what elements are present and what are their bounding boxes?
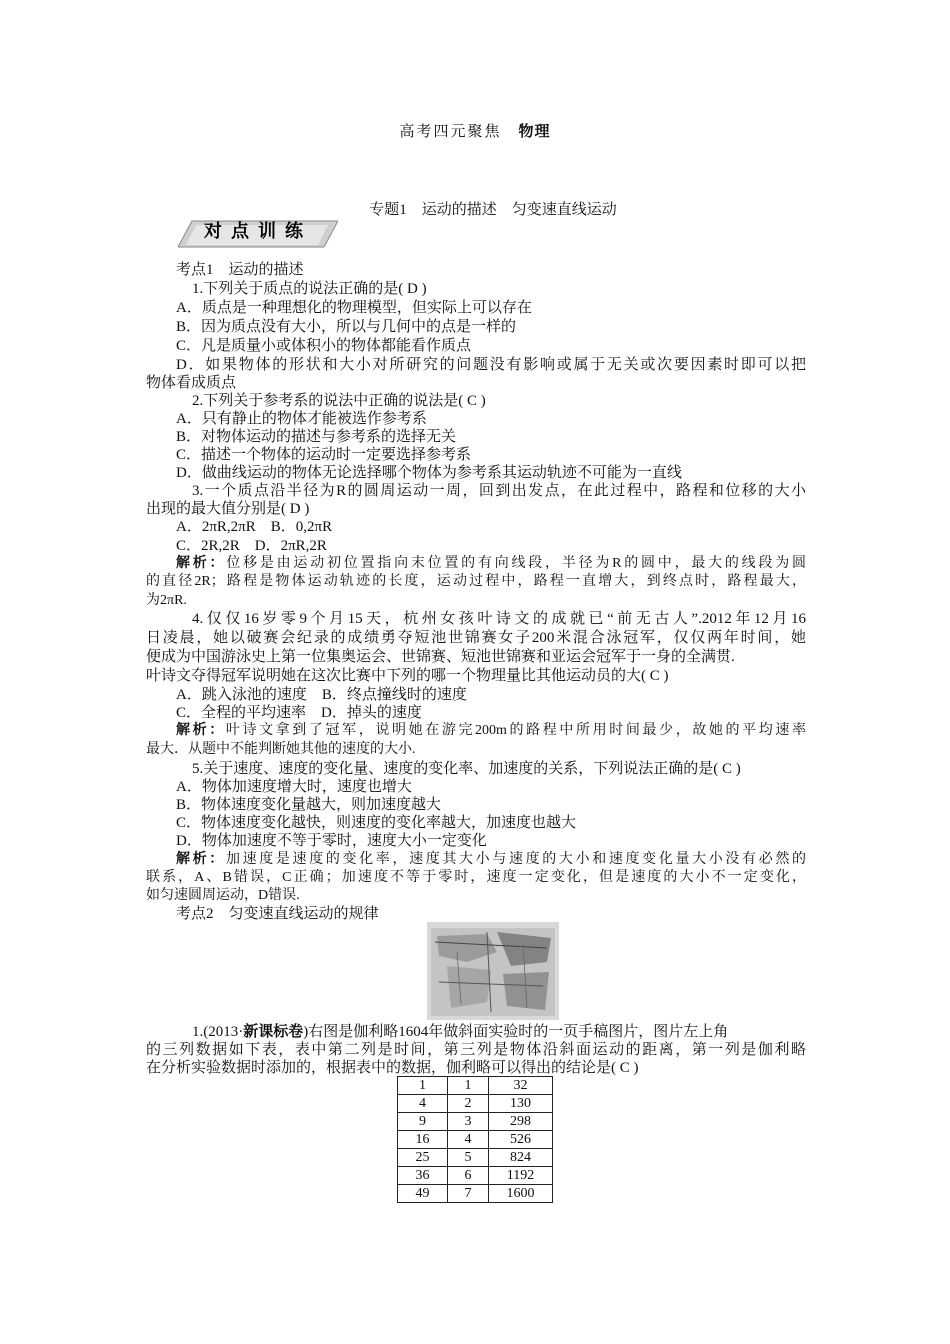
q5-analysis-cont: 联系，A、B错误，C正确；加速度不等于零时，速度一定变化，但是速度的大小不一定变化， [146,870,806,885]
table-row: 9 3 298 [398,1113,553,1131]
q4-options-cd: C．全程的平均速率 D．掉头的速度 [176,705,422,721]
table-row: 36 6 1192 [398,1167,553,1185]
q5-analysis-end: 如匀速圆周运动，D错误. [146,888,300,903]
section-heading-1: 考点1 运动的描述 [176,262,304,278]
q1-option-d-cont: 物体看成质点 [146,375,237,391]
q3-analysis-label: 解析： [176,556,227,571]
q5-option-a: A．物体加速度增大时，速度也增大 [176,779,412,795]
q6-stem-cont-1: 的三列数据如下表，表中第二列是时间，第三列是物体沿斜面运动的距离，第一列是伽利略 [146,1042,806,1058]
q4-stem-cont-2: 便成为中国游泳史上第一位集奥运会、世锦赛、短池世锦赛和亚运会冠军于一身的全满贯. [146,649,735,665]
galileo-manuscript-image [427,922,559,1020]
q3-options-ab: A．2πR,2πR B．0,2πR [176,519,333,535]
q4-analysis-label: 解析： [176,723,226,738]
q5-option-d: D．物体加速度不等于零时，速度大小一定变化 [176,833,487,849]
section-banner [178,219,338,249]
running-header [0,123,950,141]
q6-stem: 1.(2013·新课标卷)右图是伽利略1604年做斜面实验时的一页手稿图片，图片左上角 [192,1024,729,1040]
q1-stem: 1.下列关于质点的说法正确的是( D ) [192,281,427,297]
q2-option-a: A．只有静止的物体才能被选作参考系 [176,411,427,427]
q1-option-d: D．如果物体的形状和大小对所研究的问题没有影响或属于无关或次要因素时即可以把 [176,357,806,373]
manuscript-scan-graphic [427,922,559,1020]
q4-analysis: 解析：叶诗文拿到了冠军，说明她在游完200m的路程中所用时间最少，故她的平均速率 [176,723,806,738]
table-row: 25 5 824 [398,1149,553,1167]
q5-analysis: 解析：加速度是速度的变化率，速度其大小与速度的大小和速度变化量大小没有必然的 [176,852,807,867]
q5-stem: 5.关于速度、速度的变化量、速度的变化率、加速度的关系，下列说法正确的是( C ) [192,761,741,777]
table-row: 4 2 130 [398,1095,553,1113]
q1-option-c: C．凡是质量小或体积小的物体都能看作质点 [176,338,472,354]
q5-option-c: C．物体速度变化越快，则速度的变化率越大，加速度也越大 [176,815,577,831]
q3-analysis: 解析：位移是由运动初位置指向末位置的有向线段，半径为R的圆中，最大的线段为圆 [176,556,806,571]
q4-stem-cont-3: 叶诗文夺得冠军说明她在这次比赛中下列的哪一个物理量比其他运动员的大( C ) [146,668,669,684]
q4-options-ab: A．跳入泳池的速度 B．终点撞线时的速度 [176,687,467,703]
q4-analysis-cont: 最大．从题中不能判断她其他的速度的大小. [146,742,416,757]
q6-stem-cont-2: 在分析实验数据时添加的，根据表中的数据，伽利略可以得出的结论是( C ) [146,1060,639,1076]
header-book-title: 高考四元聚焦 [399,124,502,140]
q4-stem: 4.仅仅16岁零9个月15天，杭州女孩叶诗文的成就已“前无古人”.2012年12月16 [192,611,806,627]
galileo-data-table [397,1076,553,1203]
q3-stem-cont: 出现的最大值分别是( D ) [146,501,310,517]
q5-option-b: B．物体速度变化量越大，则加速度越大 [176,797,442,813]
q3-analysis-cont: 的直径2R；路程是物体运动轨迹的长度，运动过程中，路程一直增大，到终点时，路程最大， [146,574,806,589]
q2-stem: 2.下列关于参考系的说法中正确的说法是( C ) [192,393,486,409]
table-row: 16 4 526 [398,1131,553,1149]
q2-option-d: D．做曲线运动的物体无论选择哪个物体为参考系其运动轨迹不可能为一直线 [176,465,682,481]
q1-option-a: A．质点是一种理想化的物理模型，但实际上可以存在 [176,300,532,316]
q4-stem-cont-1: 日凌晨，她以破赛会纪录的成绩勇夺短池世锦赛女子200米混合泳冠军，仅仅两年时间，她 [146,630,806,646]
banner-title: 对点训练 [204,221,312,242]
header-subject: 物理 [518,124,551,140]
q2-option-c: C．描述一个物体的运动时一定要选择参考系 [176,447,472,463]
q6-source: 新课标卷 [243,1024,304,1040]
q3-analysis-end: 为2πR. [146,593,187,608]
q3-stem: 3.一个质点沿半径为R的圆周运动一周，回到出发点，在此过程中，路程和位移的大小 [192,483,806,499]
section-heading-2: 考点2 匀变速直线运动的规律 [176,906,379,922]
q3-options-cd: C．2R,2R D．2πR,2R [176,538,327,554]
q1-option-b: B．因为质点没有大小，所以与几何中的点是一样的 [176,319,517,335]
topic-title: 专题1 运动的描述 匀变速直线运动 [369,202,617,218]
table-row: 49 7 1600 [398,1185,553,1203]
q5-analysis-label: 解析： [176,852,226,867]
table-row: 1 1 32 [398,1077,553,1095]
q2-option-b: B．对物体运动的描述与参考系的选择无关 [176,429,457,445]
